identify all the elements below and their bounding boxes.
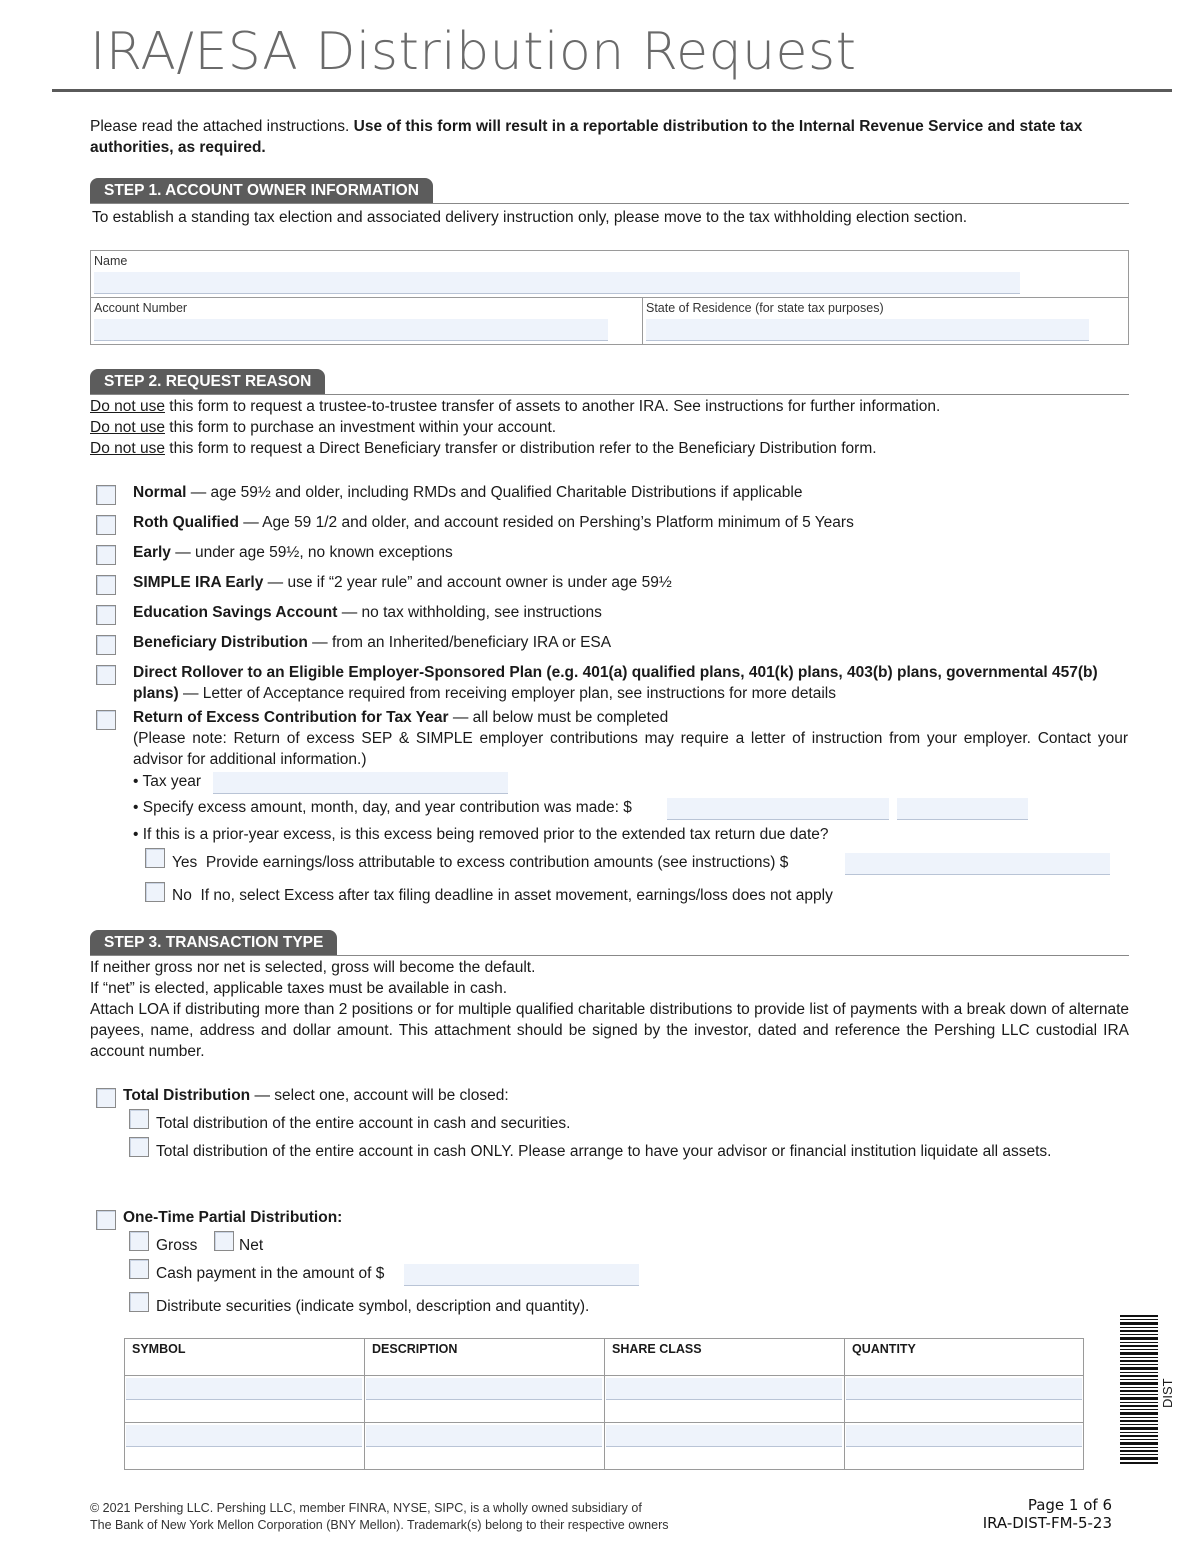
step1-rule [90,203,1129,204]
reason-label: SIMPLE IRA Early [133,574,264,591]
do-not-use: Do not use [90,398,165,415]
warning-line-1 [90,396,940,417]
reason-desc: — Age 59 1/2 and older, and account resided on Pershing’s Platform minimum of 5 Years [238,514,854,531]
reason-esa [133,602,602,623]
distribute-securities-label: Distribute securities (indicate symbol, description and quantity). [156,1298,590,1315]
yes-label: Yes [172,854,198,871]
excess-no [172,885,833,906]
earnings-loss-input[interactable] [845,853,1110,875]
prior-year-question: • If this is a prior-year excess, is this excess being removed prior to the extended tax return due date? [133,826,829,843]
step1-note: To establish a standing tax election and associated delivery instruction only, please move to the tax withholding election section. [92,209,968,226]
barcode-label-wrap [1160,1380,1180,1410]
quantity-input-2[interactable] [846,1425,1082,1447]
warning-text: this form to purchase an investment within your account. [164,419,557,436]
box-divider-vertical [642,297,643,345]
name-label: Name [94,254,128,268]
step3-rule [90,955,1129,956]
step3-heading: STEP 3. TRANSACTION TYPE [90,930,337,955]
table-col-divider [844,1338,845,1470]
step2-heading: STEP 2. REQUEST REASON [90,369,325,394]
yes-text: Provide earnings/loss attributable to excess contribution amounts (see instructions) $ [205,854,789,871]
reason-simple [133,572,672,593]
partial-label: One-Time Partial Distribution: [123,1209,343,1226]
reason-desc: — from an Inherited/beneficiary IRA or ESA [307,634,612,651]
tax-year-label: • Tax year [133,773,202,790]
total-cash-only: Total distribution of the entire account in cash ONLY. Please arrange to have your advisor or financial institution liquidate all assets. [156,1143,1052,1160]
reason-desc: — age 59½ and older, including RMDs and Qualified Charitable Distributions if applicable [186,484,803,501]
do-not-use: Do not use [90,419,165,436]
reason-label: Early [133,544,171,561]
reason-label: Direct Rollover to an Eligible Employer-Sponsored Plan (e.g. 401(a) qualified plans, 401(k) plans, 403(b) plans, governmental 457(b) [133,664,1098,681]
barcode [1120,1315,1160,1465]
warning-text: this form to request a Direct Beneficiary transfer or distribution refer to the Beneficiary Distribution form. [164,440,877,457]
cash-payment-input[interactable] [404,1264,639,1286]
reason-desc: — Letter of Acceptance required from receiving employer plan, see instructions for more details [178,685,836,702]
total-distribution [123,1085,509,1106]
net-checkbox[interactable] [214,1231,234,1251]
excess-no-checkbox[interactable] [145,882,165,902]
state-label: State of Residence (for state tax purposes) [646,301,884,315]
total-cash-securities-checkbox[interactable] [129,1109,149,1129]
title-divider [52,89,1172,92]
specify-excess-label: • Specify excess amount, month, day, and year contribution was made: $ [133,799,632,816]
net-label: Net [239,1237,264,1254]
reason-rollover-line1 [133,662,1098,683]
copyright-line-2: The Bank of New York Mellon Corporation (BNY Mellon). Trademark(s) belong to their respective owners [90,1518,669,1532]
reason-excess-checkbox[interactable] [96,710,116,730]
reason-rollover-checkbox[interactable] [96,665,116,685]
excess-date-input[interactable] [897,798,1028,820]
no-label: No [172,887,192,904]
reason-desc: — use if “2 year rule” and account owner is under age 59½ [263,574,672,591]
intro-text [90,116,1090,158]
gross-checkbox[interactable] [129,1231,149,1251]
table-col-divider [604,1338,605,1470]
partial-distribution-checkbox[interactable] [96,1210,116,1230]
intro-bold: Use of this form will result in a reportable distribution to the Internal Revenue Service and state tax authorities, as required. [90,118,1083,156]
cash-payment-label: Cash payment in the amount of $ [156,1265,385,1282]
reason-desc: — no tax withholding, see instructions [337,604,602,621]
table-col-divider [364,1338,365,1470]
reason-label: Beneficiary Distribution [133,634,308,651]
excess-yes [172,852,788,873]
warning-text: this form to request a trustee-to-trustee transfer of assets to another IRA. See instructions for further information. [164,398,941,415]
do-not-use: Do not use [90,440,165,457]
no-text: If no, select Excess after tax filing deadline in asset movement, earnings/loss does not apply [200,887,833,904]
gross-label: Gross [156,1237,198,1254]
page-title: IRA/ESA Distribution Request [90,22,857,82]
reason-rollover-line2 [133,683,836,704]
tax-year-input[interactable] [213,772,508,794]
page-number: Page 1 of 6 [1027,1496,1112,1514]
reason-label: Normal [133,484,187,501]
partial-distribution [123,1207,342,1228]
gross-default-note: If neither gross nor net is selected, gross will become the default. [90,959,536,976]
excess-note: (Please note: Return of excess SEP & SIMPLE employer contributions may require a letter of instruction from your employer. Contact your advisor for additional information.) [133,730,1128,768]
share-class-input-2[interactable] [606,1425,842,1447]
distribute-securities-checkbox[interactable] [129,1292,149,1312]
total-desc: — select one, account will be closed: [250,1087,509,1104]
intro-plain: Please read the attached instructions. [90,118,354,135]
reason-label: Education Savings Account [133,604,338,621]
reason-label: plans) [133,685,179,702]
barcode-label: DIST [1160,1378,1175,1408]
footer-copyright [90,1500,669,1534]
form-id: IRA-DIST-FM-5-23 [982,1514,1112,1532]
reason-label: Roth Qualified [133,514,239,531]
reason-early-checkbox[interactable] [96,545,116,565]
state-input[interactable] [646,319,1089,341]
box-divider [90,297,1129,298]
copyright-line-1: © 2021 Pershing LLC. Pershing LLC, member FINRA, NYSE, SIPC, is a wholly owned subsidiary of [90,1501,642,1515]
footer-page-info [940,1496,1112,1532]
total-label: Total Distribution [123,1087,251,1104]
reason-desc: — all below must be completed [448,709,669,726]
reason-early [133,542,453,563]
net-taxes-note: If “net” is elected, applicable taxes must be available in cash. [90,980,508,997]
reason-simple-checkbox[interactable] [96,575,116,595]
excess-amount-input[interactable] [667,798,889,820]
reason-esa-checkbox[interactable] [96,605,116,625]
account-number-input[interactable] [94,319,608,341]
reason-roth [133,512,854,533]
description-input-2[interactable] [366,1425,602,1447]
warning-line-2 [90,417,556,438]
reason-label: Return of Excess Contribution for Tax Year [133,709,449,726]
reason-beneficiary [133,632,611,653]
barcode-graphic [1120,1315,1160,1465]
step2-rule [90,394,1129,395]
account-number-label: Account Number [94,301,188,315]
reason-desc: — under age 59½, no known exceptions [170,544,453,561]
name-input[interactable] [94,272,1020,294]
symbol-input-1[interactable] [126,1378,362,1400]
col-header-share-class: SHARE CLASS [612,1342,702,1356]
reason-normal [133,482,802,503]
description-input-1[interactable] [366,1378,602,1400]
warning-line-3 [90,438,877,459]
reason-beneficiary-checkbox[interactable] [96,635,116,655]
share-class-input-1[interactable] [606,1378,842,1400]
total-distribution-checkbox[interactable] [96,1088,116,1108]
symbol-input-2[interactable] [126,1425,362,1447]
loa-note: Attach LOA if distributing more than 2 positions or for multiple qualified charitable distributions to provide list of payments with a break down of alternate payees, name, address and dollar amount. This attachment should be signed by the investor, dated and reference the Pershing LLC custodial IRA account number. [90,1001,1129,1060]
cash-payment-checkbox[interactable] [129,1259,149,1279]
col-header-description: DESCRIPTION [372,1342,458,1356]
total-cash-securities: Total distribution of the entire account in cash and securities. [156,1115,571,1132]
reason-normal-checkbox[interactable] [96,485,116,505]
reason-excess [133,707,668,728]
reason-roth-checkbox[interactable] [96,515,116,535]
col-header-quantity: QUANTITY [852,1342,916,1356]
col-header-symbol: SYMBOL [132,1342,186,1356]
quantity-input-1[interactable] [846,1378,1082,1400]
step1-heading: STEP 1. ACCOUNT OWNER INFORMATION [90,178,433,203]
excess-yes-checkbox[interactable] [145,848,165,868]
